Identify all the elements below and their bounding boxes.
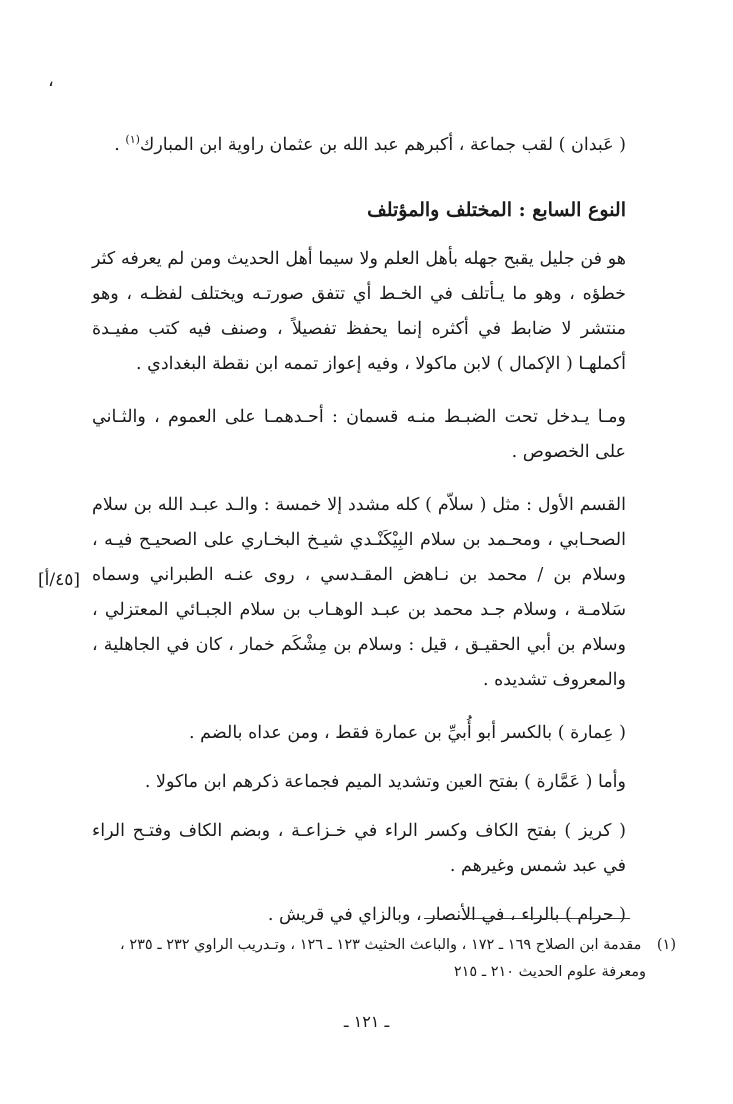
margin-folio-note: [٤٥/أ]: [38, 570, 80, 590]
paragraph-haram: ( حرام ) بالراء ، في الأنصار ، وبالزاي في قريش .: [267, 905, 626, 925]
stray-mark: ،: [48, 70, 54, 91]
paragraph-kariz: ( كريز ) بفتح الكاف وكسر الراء في خـزاعـة ، وبضم الكاف وفتـح الراء في عبد شمس وغيرهم .: [92, 821, 626, 876]
paragraph-ammara: وأما ( عَمَّارة ) بفتح العين وتشديد الميم فجماعة ذكرهم ابن ماكولا .: [144, 772, 626, 792]
footnote-separator: [424, 918, 630, 919]
footnote-line-2: ومعرفة علوم الحديث ٢١٠ ـ ٢١٥: [453, 964, 646, 980]
paragraph-abdan: [92, 128, 626, 163]
abdan-end: .: [114, 135, 126, 155]
paragraph-divisions: ومـا يـدخل تحت الضبـط منـه قسمان : أحـدهمـا على العموم ، والثـاني على الخصوص .: [92, 407, 626, 462]
paragraph-intro: هو فن جليل يقبح جهله بأهل العلم ولا سيما أهل الحديث ومن لم يعرفه كثر خطؤه ، وهو ما يـأتلف في الخـط أي تتفق صورتـه ويختلف لفظـه ، وهو منتشر لا ضابط في أكثره إنما يحفظ تفصيلاً ، وصنف فيه كتب مفيـدة أكملهـا ( الإكمال ) لابن ماكولا ، وفيه إعواز تممه ابن نقطة البغدادي .: [92, 249, 626, 374]
footnote-ref: (١): [125, 133, 140, 147]
abdan-text: ( عَبدان ) لقب جماعة ، أكبرهم عبد الله بن عثمان راوية ابن المبارك: [139, 135, 626, 155]
footnote-line-1: مقدمة ابن الصلاح ١٦٩ ـ ١٧٢ ، والباعث الحثيث ١٢٣ ـ ١٢٦ ، وتـدريب الراوي ٢٣٢ ـ ٢٣٥ ،: [120, 937, 642, 953]
main-text: [92, 128, 626, 947]
paragraph-salam: القسم الأول : مثل ( سلاّم ) كله مشدد إلا خمسة : والـد عبـد الله بن سلام الصحـابي ، ومحـمد بن سلام البِيْكَنْـدي شيـخ البخـاري على الصحيـح فيـه ، وسلام بن / محمد بن نـاهض المقـدسي ، روى عنـه الطبراني وسماه سَلامـة ، وسلام جـد محمد بن عبـد الوهـاب بن سلام الجبـائي المعتزلي ، وسلام بن أبي الحقيـق ، قيل : وسلام بن مِشْكَم خمار ، كان في الجاهلية ، والمعروف تشديده .: [92, 495, 626, 690]
footnotes: [92, 932, 676, 986]
paragraph-imara: ( عِمارة ) بالكسر أبو أُبيِّ بن عمارة فقط ، ومن عداه بالضم .: [189, 723, 626, 743]
section-heading: النوع السابع : المختلف والمؤتلف: [367, 199, 626, 221]
footnote-number: (١): [656, 937, 676, 953]
page-number: ـ ١٢١ ـ: [343, 1012, 390, 1031]
footnote-1: [92, 932, 676, 959]
